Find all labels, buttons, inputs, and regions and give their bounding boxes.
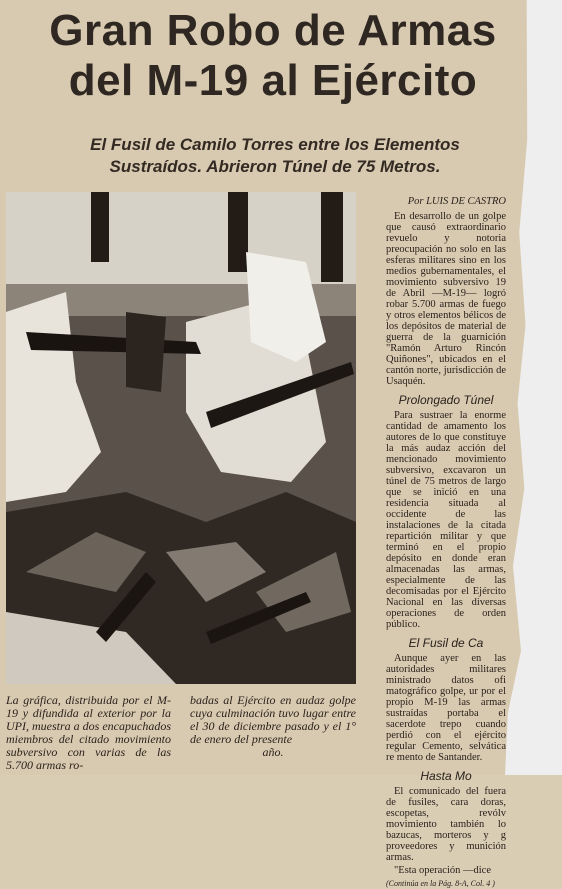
photo-caption-right-text: badas al Ejército en audaz golpe cuya culminación tuvo lugar entre el 30 de diciembre pasado y el 1° de enero del presente <box>190 693 356 746</box>
headline <box>8 6 538 106</box>
photo-caption-right-end: año. <box>262 745 284 759</box>
subheadline-line-2: Sustraídos. Abrieron Túnel de 75 Metros. <box>109 157 441 176</box>
headline-line-2: del M-19 al Ejército <box>68 56 478 105</box>
article-paragraph-1: En desarrollo de un golpe que causó extraordinario revuelo y notoria preocupación no solo en las esferas militares sino en los medios gubernamentales, el movimiento subversivo 19 de Abril —M-19— logró robar 5.700 armas de fuego y otros elementos bélicos de los depósitos de material de guerra de la guarnición "Ramón Arturo Rincón Quiñones", ubicados en el cantón norte, jurisdicción de Usaquén. <box>386 211 506 387</box>
subheadline-line-1: El Fusil de Camilo Torres entre los Elementos <box>90 135 460 154</box>
continued-note: (Continúa en la Pág. 8-A, Col. 4 ) <box>386 879 495 888</box>
byline: Por LUIS DE CASTRO <box>407 196 506 207</box>
news-photo <box>6 192 356 684</box>
article-paragraph-3: Aunque ayer en las autoridades militares ministrado datos ofi matográfico golpe, ur por el propio M-19 las armas sustraídas portaba el sacerdote trepo cuando perdió con el ejército regular Cemento, selvática re mento de Santander. <box>386 653 506 763</box>
section-heading-tunnel: Prolongado Túnel <box>398 393 494 407</box>
photo-caption-left: La gráfica, distribuida por el M-19 y difundida al exterior por la UPI, muestra a dos encapuchados miembros del citado movimiento subversivo con varias de las 5.700 armas ro- <box>6 693 171 772</box>
article-paragraph-2: Para sustraer la enorme cantidad de amamento los autores de lo que constituye la más audaz acción del mencionado movimiento subversivo, excavaron un túnel de 75 metros de largo que se inició en una residencia situada al occidente de las instalaciones de la citada repartición militar y que terminó en el propio depósito en donde eran almacenadas las armas, especialmente de las decomisadas por el Ejército Nacional en las diversas operaciones de orden público. <box>386 410 506 630</box>
article-paragraph-5: "Esta operación —dice <box>394 865 491 876</box>
section-heading-rifle: El Fusil de Ca <box>408 636 484 650</box>
headline-line-1: Gran Robo de Armas <box>49 6 497 55</box>
photo-hooded-men-with-weapons <box>6 192 356 684</box>
article-column <box>386 196 506 889</box>
section-heading-hasta: Hasta Mo <box>420 769 472 783</box>
photo-caption-right <box>190 694 356 759</box>
article-paragraph-4: El comunicado del fuera de fusiles, cara doras, escopetas, revólv movimiento también lo bazucas, morteros y g proveedores y munición armas. <box>386 786 506 863</box>
subheadline <box>35 134 515 178</box>
